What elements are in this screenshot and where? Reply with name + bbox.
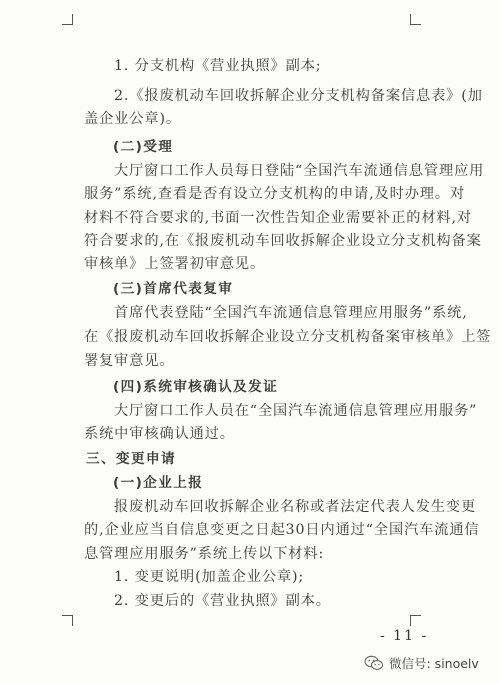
body-line: 系统中审核确认通过。 — [84, 426, 235, 442]
body-line: 的,企业应当自信息变更之日起30日内通过“全国汽车流通信 — [84, 522, 480, 538]
page-number: - 11 - — [380, 628, 429, 644]
wechat-icon — [364, 655, 384, 671]
watermark — [364, 653, 479, 673]
body-line: 1. 分支机构《营业执照》副本; — [114, 58, 322, 74]
body-line: 大厅窗口工作人员每日登陆“全国汽车流通信息管理应用 — [114, 163, 485, 179]
crop-mark-bottom-right — [410, 615, 421, 626]
watermark-text: 微信号: sinoelv — [389, 656, 479, 671]
body-line: 1. 变更说明(加盖企业公章); — [114, 569, 305, 585]
section-heading: (二)受理 — [113, 139, 174, 155]
body-line: 盖企业公章)。 — [84, 111, 181, 127]
body-line: 首席代表登陆“全国汽车流通信息管理应用服务”系统, — [114, 305, 468, 321]
chapter-heading: 三、变更申请 — [86, 451, 176, 467]
section-heading: (三)首席代表复审 — [113, 281, 234, 297]
body-line: 2.《报废机动车回收拆解企业分支机构备案信息表》(加 — [114, 88, 483, 104]
body-line: 息管理应用服务”系统上传以下材料: — [84, 546, 325, 562]
body-line: 署复审意见。 — [84, 353, 175, 369]
crop-mark-top-left — [62, 14, 73, 25]
body-line: 服务”系统,查看是否有设立分支机构的申请,及时办理。对 — [84, 186, 466, 202]
body-line: 大厅窗口工作人员在“全国汽车流通信息管理应用服务” — [114, 403, 478, 419]
crop-mark-bottom-left — [62, 615, 73, 626]
section-heading: (四)系统审核确认及发证 — [113, 379, 279, 395]
crop-mark-top-right — [410, 14, 421, 25]
body-line: 在《报废机动车回收拆解企业设立分支机构备案审核单》上签 — [84, 329, 492, 345]
body-line: 2. 变更后的《营业执照》副本。 — [114, 593, 331, 609]
body-line: 材料不符合要求的,书面一次性告知企业需要补正的材料,对 — [84, 210, 473, 226]
body-line: 报废机动车回收拆解企业名称或者法定代表人发生变更 — [114, 499, 477, 515]
body-line: 审核单》上签署初审意见。 — [84, 256, 266, 272]
section-heading: (一)企业上报 — [113, 475, 204, 491]
body-line: 符合要求的,在《报废机动车回收拆解企业设立分支机构备案 — [84, 233, 482, 249]
